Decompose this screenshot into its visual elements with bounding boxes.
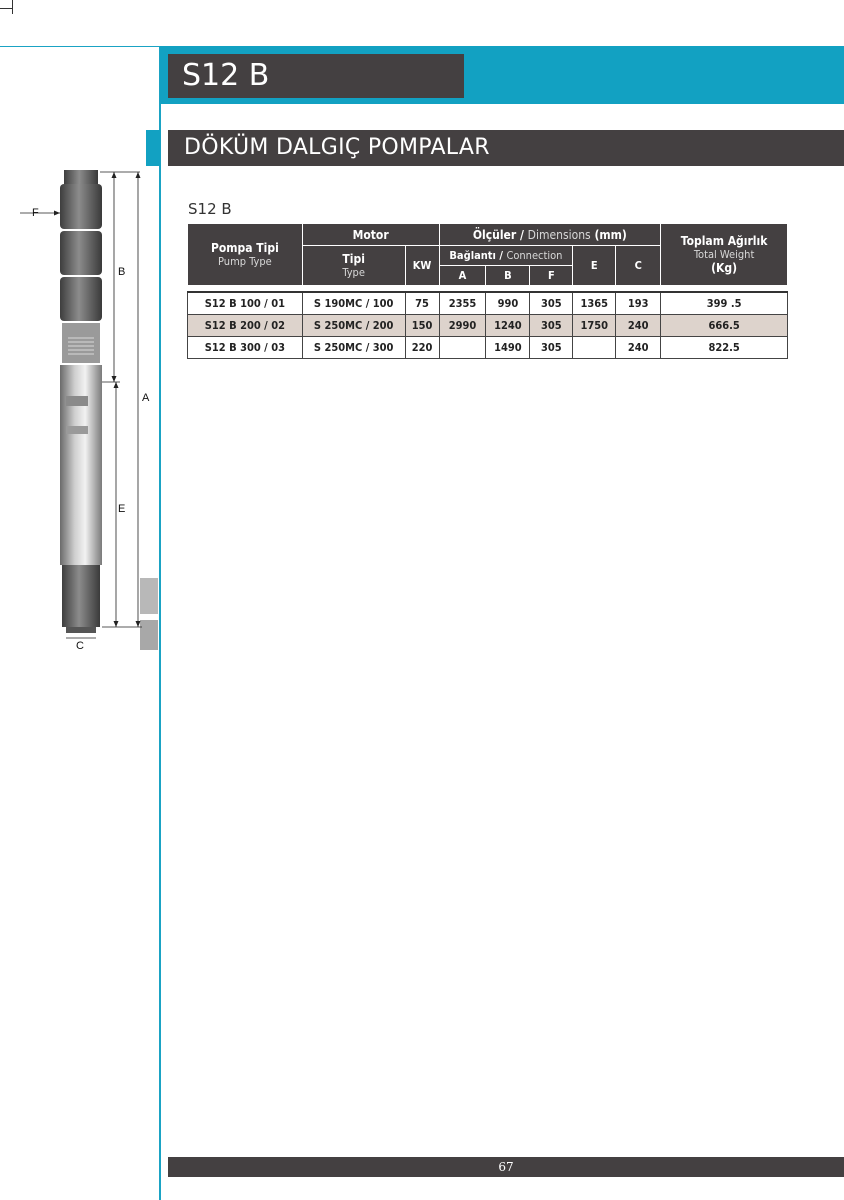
cell-f: 305 xyxy=(530,337,573,359)
pump-bowl xyxy=(60,277,102,321)
pump-motor-bottom xyxy=(62,565,100,627)
pump-motor xyxy=(60,365,102,565)
pump-diagram xyxy=(20,168,155,653)
cell-e: 1365 xyxy=(573,292,616,315)
crop-mark xyxy=(0,8,12,9)
cell-kw: 220 xyxy=(405,337,439,359)
left-vertical-rule xyxy=(159,46,161,1200)
table-caption: S12 B xyxy=(188,200,232,218)
header-weight xyxy=(661,224,788,286)
dimension-label-f: F xyxy=(32,207,39,219)
cell-pump: S12 B 300 / 03 xyxy=(188,337,303,359)
page-number: 67 xyxy=(498,1160,514,1174)
header-weight-tr: Toplam Ağırlık xyxy=(680,234,768,248)
spec-table xyxy=(187,223,788,359)
section-title: DÖKÜM DALGIÇ POMPALAR xyxy=(168,130,844,166)
header-weight-en: Total Weight xyxy=(693,248,755,261)
header-col-f: F xyxy=(530,266,573,286)
header-pump-type-en: Pump Type xyxy=(218,255,272,268)
table-row xyxy=(188,292,788,315)
pump-bowl xyxy=(60,231,102,275)
header-type-tr: Tipi xyxy=(342,252,365,266)
header-pump-type-tr: Pompa Tipi xyxy=(210,241,279,255)
header-weight-unit: (Kg) xyxy=(711,261,738,275)
table-row xyxy=(188,337,788,359)
header-connection-en: Connection xyxy=(506,249,563,262)
pump-motor-label xyxy=(66,396,88,406)
top-rule xyxy=(0,46,160,47)
model-title: S12 B xyxy=(168,54,464,98)
cell-kw: 150 xyxy=(405,315,439,337)
header-dimensions-unit: (mm) xyxy=(594,227,627,242)
pump-bowl xyxy=(60,184,102,229)
header-pump-type xyxy=(188,224,303,286)
cell-weight: 666.5 xyxy=(661,315,788,337)
cell-c: 240 xyxy=(616,337,661,359)
cell-weight: 399 .5 xyxy=(661,292,788,315)
header-motor: Motor xyxy=(302,224,439,246)
header-connection xyxy=(439,246,573,266)
footer-bar xyxy=(168,1157,844,1177)
dimension-label-c: C xyxy=(76,640,84,652)
pump-discharge xyxy=(64,170,98,184)
cell-e xyxy=(573,337,616,359)
cell-motor: S 250MC / 300 xyxy=(302,337,405,359)
dimension-label-e: E xyxy=(118,503,126,515)
header-col-c: C xyxy=(616,246,661,286)
title-accent-tab xyxy=(146,130,160,166)
cell-a xyxy=(439,337,486,359)
cell-f: 305 xyxy=(530,315,573,337)
cell-c: 240 xyxy=(616,315,661,337)
cell-pump: S12 B 200 / 02 xyxy=(188,315,303,337)
header-type xyxy=(302,246,405,286)
cell-c: 193 xyxy=(616,292,661,315)
dimension-label-a: A xyxy=(142,392,150,404)
header-kw: KW xyxy=(405,246,439,286)
pump-motor-label xyxy=(66,426,88,434)
header-dimensions xyxy=(439,224,661,246)
header-dimensions-tr: Ölçüler / xyxy=(472,227,524,242)
crop-mark xyxy=(12,0,13,14)
header-connection-tr: Bağlantı / xyxy=(449,249,503,262)
header-dimensions-en: Dimensions xyxy=(527,227,591,242)
pump-suction xyxy=(62,323,100,363)
cell-f: 305 xyxy=(530,292,573,315)
cell-b: 990 xyxy=(486,292,530,315)
header-col-e: E xyxy=(573,246,616,286)
cell-e: 1750 xyxy=(573,315,616,337)
cell-b: 1240 xyxy=(486,315,530,337)
cell-a: 2990 xyxy=(439,315,486,337)
header-col-a: A xyxy=(439,266,486,286)
cell-weight: 822.5 xyxy=(661,337,788,359)
cell-motor: S 190MC / 100 xyxy=(302,292,405,315)
cell-pump: S12 B 100 / 01 xyxy=(188,292,303,315)
header-type-en: Type xyxy=(342,266,365,279)
header-col-b: B xyxy=(486,266,530,286)
cell-a: 2355 xyxy=(439,292,486,315)
table-row xyxy=(188,315,788,337)
cell-motor: S 250MC / 200 xyxy=(302,315,405,337)
dimension-label-b: B xyxy=(118,266,126,278)
cell-kw: 75 xyxy=(405,292,439,315)
cell-b: 1490 xyxy=(486,337,530,359)
